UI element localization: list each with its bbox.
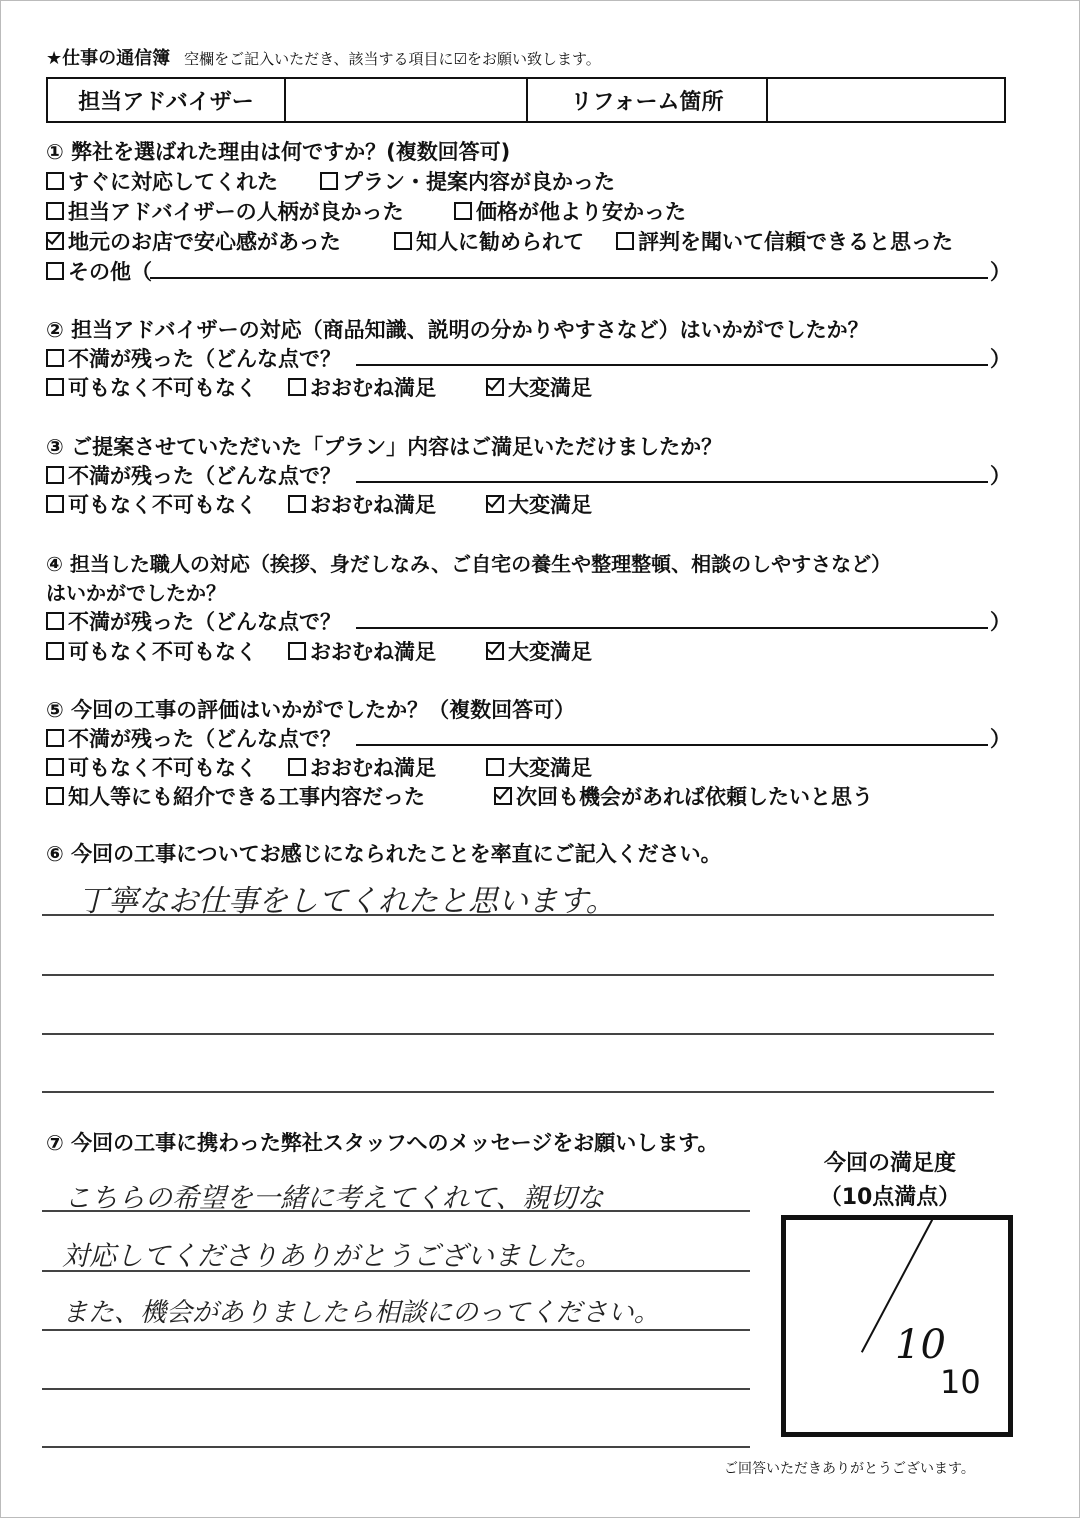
q1-option[interactable]: 評判を聞いて信頼できると思った [616,226,953,256]
q1-question: ① 弊社を選ばれた理由は何ですか？(複数回答可) [46,140,511,164]
q5-option[interactable]: おおむね満足 [288,752,436,782]
location-value[interactable] [768,79,1004,121]
q2-option[interactable]: 大変満足 [486,372,592,402]
q1-option[interactable]: 知人に勧められて [394,226,584,256]
q1-option[interactable]: 価格が他より安かった [454,196,686,226]
q6-question: ⑥ 今回の工事についてお感じになられたことを率直にご記入ください。 [46,842,722,866]
q5-option[interactable]: 知人等にも紹介できる工事内容だった [46,781,425,811]
checkbox[interactable] [46,729,64,747]
q7-line[interactable] [42,1388,750,1390]
q3-question: ③ ご提案させていただいた「プラン」内容はご満足いただけましたか？ [46,435,723,459]
checkbox[interactable] [288,642,306,660]
q6-line[interactable] [42,1033,994,1035]
checkbox[interactable] [46,202,64,220]
q5-option[interactable]: 次回も機会があれば依頼したいと思う [494,781,873,811]
close-paren: ） [990,464,1011,488]
score-sublabel: （10点満点） [819,1185,961,1210]
title-text: ★仕事の通信簿 [46,48,171,69]
q4-unsatisfied[interactable]: 不満が残った（どんな点で？ [46,606,341,636]
q7-handwritten-line: 対応してくださりありがとうございました。 [62,1241,602,1272]
score-value: 10 [895,1322,946,1368]
q6-handwritten-answer: 丁寧なお仕事をしてくれたと思います。 [78,884,616,919]
checkbox-checked[interactable] [486,642,504,660]
checkbox[interactable] [46,612,64,630]
checkbox[interactable] [454,202,472,220]
q2-line[interactable] [356,364,988,366]
checkbox-checked[interactable] [46,232,64,250]
checkbox-checked[interactable] [494,787,512,805]
q5-option[interactable]: 大変満足 [486,752,592,782]
q5-line[interactable] [356,744,988,746]
q1-other-line[interactable] [150,277,988,279]
q5-question: ⑤ 今回の工事の評価はいかがでしたか？（複数回答可） [46,698,576,722]
checkbox[interactable] [288,758,306,776]
checkbox[interactable] [46,787,64,805]
q4-option[interactable]: おおむね満足 [288,636,436,666]
q2-option[interactable]: おおむね満足 [288,372,436,402]
advisor-label: 担当アドバイザー [48,79,286,121]
q1-option-other[interactable]: その他（ [46,256,152,286]
checkbox[interactable] [288,378,306,396]
checkbox[interactable] [46,378,64,396]
q3-line[interactable] [356,481,988,483]
checkbox[interactable] [46,172,64,190]
close-paren: ） [990,347,1011,371]
q3-option[interactable]: おおむね満足 [288,489,436,519]
q6-line[interactable] [42,974,994,976]
q1-option[interactable]: 地元のお店で安心感があった [46,226,341,256]
score-label: 今回の満足度 [823,1151,956,1176]
q6-line[interactable] [42,1091,994,1093]
q2-question: ② 担当アドバイザーの対応（商品知識、説明の分かりやすさなど）はいかがでしたか？ [46,318,869,342]
checkbox-checked[interactable] [486,378,504,396]
checkbox[interactable] [46,349,64,367]
checkbox[interactable] [486,758,504,776]
close-paren: ） [990,260,1011,284]
checkbox[interactable] [46,642,64,660]
close-paren: ） [990,610,1011,634]
score-max: 10 [940,1363,981,1401]
q4-line[interactable] [356,627,988,629]
q3-option[interactable]: 可もなく不可もなく [46,489,257,519]
q7-line[interactable] [42,1446,750,1448]
checkbox[interactable] [288,495,306,513]
q1-option[interactable]: 担当アドバイザーの人柄が良かった [46,196,404,226]
advisor-value[interactable] [286,79,528,121]
q3-unsatisfied[interactable]: 不満が残った（どんな点で？ [46,460,341,490]
checkbox-checked[interactable] [486,495,504,513]
q7-line[interactable] [42,1270,750,1272]
close-paren: ） [990,727,1011,751]
q5-unsatisfied[interactable]: 不満が残った（どんな点で？ [46,723,341,753]
q4-question: ④ 担当した職人の対応（挨拶、身だしなみ、ご自宅の養生や整理整頓、相談のしやすさなど） [46,552,892,576]
form-title [46,44,601,70]
q4-question-cont: はいかがでしたか？ [46,581,226,605]
checkbox[interactable] [394,232,412,250]
q4-option[interactable]: 可もなく不可もなく [46,636,257,666]
checkbox[interactable] [46,466,64,484]
q2-option[interactable]: 可もなく不可もなく [46,372,257,402]
q7-handwritten-line: また、機会がありましたら相談にのってください。 [62,1298,660,1328]
header-table [46,77,1006,123]
q7-handwritten-line: こちらの希望を一緒に考えてくれて、親切な [64,1183,604,1214]
q2-unsatisfied[interactable]: 不満が残った（どんな点で？ [46,343,341,373]
q3-option[interactable]: 大変満足 [486,489,592,519]
q7-line[interactable] [42,1210,750,1212]
q6-line[interactable] [42,914,994,916]
instruction-text: 空欄をご記入いただき、該当する項目に☑をお願い致します。 [184,50,601,68]
q7-line[interactable] [42,1329,750,1331]
q4-option[interactable]: 大変満足 [486,636,592,666]
footer-thanks: ご回答いただきありがとうございます。 [724,1461,975,1477]
checkbox[interactable] [46,262,64,280]
q5-option[interactable]: 可もなく不可もなく [46,752,257,782]
checkbox[interactable] [320,172,338,190]
q7-question: ⑦ 今回の工事に携わった弊社スタッフへのメッセージをお願いします。 [46,1131,719,1155]
checkbox[interactable] [616,232,634,250]
q1-option[interactable]: すぐに対応してくれた [46,166,278,196]
checkbox[interactable] [46,495,64,513]
location-label: リフォーム箇所 [528,79,768,121]
checkbox[interactable] [46,758,64,776]
q1-option[interactable]: プラン・提案内容が良かった [320,166,615,196]
